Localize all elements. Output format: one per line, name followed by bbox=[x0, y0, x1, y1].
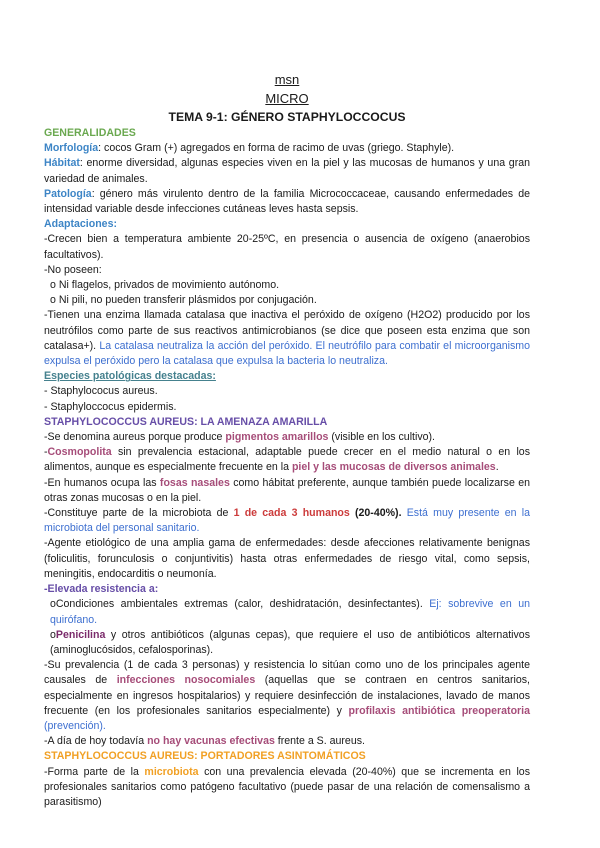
text-a2c: sin prevalencia estacional, adaptable puede crecer en el medio natural o en los alimentos, aunque es especialmente frecuente en la bbox=[44, 446, 530, 474]
document-page bbox=[44, 70, 530, 810]
note-quirofano: Ej: sobrevive en un quirófano. bbox=[50, 598, 530, 626]
section-heading-portadores: STAPHYLOCOCCUS AUREUS: PORTADORES ASINTOMÁTICOS bbox=[44, 750, 366, 763]
text-a8c: y otros antibióticos (algunas cepas), que requiere el uso de antibióticos alternativos (aminoglucósidos, cefalosporinas). bbox=[50, 628, 530, 656]
text-a10a: -A día de hoy todavía bbox=[44, 735, 148, 748]
paragraph-adapt-1: -Crecen bien a temperatura ambiente 20-25ºC, en presencia o ausencia de oxígeno (anaerobios facultativos). bbox=[44, 233, 530, 261]
text-a4a: -Constituye parte de la microbiota de bbox=[44, 507, 234, 520]
header-line-1: msn bbox=[274, 72, 300, 87]
section-heading-adaptaciones: Adaptaciones: bbox=[44, 218, 117, 231]
text-a1a: -Se denomina aureus porque produce bbox=[44, 431, 226, 444]
highlight-piel-mucosas: piel y las mucosas de diversos animales bbox=[291, 461, 496, 474]
section-heading-especies: Especies patológicas destacadas: bbox=[44, 370, 216, 383]
paragraph-catalasa bbox=[44, 308, 530, 369]
label-patologia: Patología bbox=[44, 187, 92, 200]
highlight-microbiota: microbiota bbox=[144, 765, 199, 778]
highlight-no-vacunas: no hay vacunas efectivas bbox=[147, 735, 275, 748]
page-title: TEMA 9-1: GÉNERO STAPHYLOCCOCUS bbox=[168, 110, 406, 124]
paragraph-aureus-4 bbox=[44, 506, 530, 536]
text-a2a: - bbox=[44, 446, 48, 459]
list-item-penicilina bbox=[44, 628, 530, 658]
highlight-penicilina: Penicilina bbox=[55, 628, 106, 641]
section-heading-aureus: STAPHYLOCOCCUS AUREUS: LA AMENAZA AMARILLA bbox=[44, 415, 328, 428]
highlight-1-de-3: 1 de cada 3 humanos bbox=[233, 507, 350, 520]
header-line-2: MICRO bbox=[265, 91, 309, 106]
paragraph-aureus-5: -Agente etiológico de una amplia gama de enfermedades: desde afecciones relativamente benignas (foliculitis, forunculosis o conjuntivitis) hasta otras enfermedades de riesgo vital, como sepsis, meningitis, endocarditis o neumonía. bbox=[44, 537, 530, 580]
highlight-profilaxis: profilaxis antibiótica preoperatoria bbox=[348, 704, 530, 717]
highlight-cosmopolita: Cosmopolita bbox=[47, 446, 112, 459]
text-a3c: como hábitat preferente, aunque también puede localizarse en otras zonas mucosas o en la piel. bbox=[44, 476, 531, 504]
label-habitat: Hábitat bbox=[44, 157, 80, 170]
text-morfologia: : cocos Gram (+) agregados en forma de racimo de uvas (griego. Staphyle). bbox=[98, 142, 455, 155]
list-item-pili: o Ni pili, no pueden transferir plásmidos por conjugación. bbox=[50, 294, 317, 307]
text-a3a: -En humanos ocupa las bbox=[44, 476, 160, 489]
paragraph-aureus-9 bbox=[44, 658, 530, 734]
note-prevencion: (prevención). bbox=[44, 719, 106, 732]
highlight-fosas-nasales: fosas nasales bbox=[159, 476, 230, 489]
text-a7a: oCondiciones ambientales extremas (calor, deshidratación, desinfectantes). bbox=[50, 598, 423, 611]
paragraph-morfologia bbox=[44, 141, 530, 156]
paragraph-aureus-1 bbox=[44, 430, 530, 445]
note-personal-sanitario: Está muy presente en la microbiota del personal sanitario. bbox=[44, 507, 530, 535]
list-item-aureus: - Staphylococus aureus. bbox=[44, 385, 158, 398]
paragraph-habitat bbox=[44, 156, 530, 186]
text-a10c: frente a S. aureus. bbox=[274, 735, 365, 748]
text-a2e: . bbox=[495, 461, 499, 474]
label-morfologia: Morfología bbox=[44, 142, 99, 155]
text-a9a: -Su prevalencia (1 de cada 3 personas) y resistencia lo sitúan como uno de los principales agente causales de bbox=[44, 659, 530, 687]
paragraph-portadores-1 bbox=[44, 765, 530, 811]
paragraph-aureus-2 bbox=[44, 445, 530, 475]
text-a8a: o bbox=[50, 628, 56, 641]
list-item-flagelos: o Ni flagelos, privados de movimiento autónomo. bbox=[50, 279, 280, 292]
list-item-condiciones bbox=[44, 597, 530, 627]
note-catalasa: La catalasa neutraliza la acción del peróxido. El neutrófilo para combatir el microorganismo expulsa el peróxido pero la catalasa que expulsa la bacteria lo neutraliza. bbox=[44, 339, 530, 368]
section-heading-generalidades: GENERALIDADES bbox=[44, 127, 136, 139]
paragraph-aureus-10 bbox=[44, 734, 530, 749]
highlight-nosocomiales: infecciones nosocomiales bbox=[116, 674, 256, 687]
paragraph-patologia bbox=[44, 187, 530, 217]
list-item-epidermis: - Staphyloccocus epidermis. bbox=[44, 400, 177, 413]
text-p1c: con una prevalencia elevada (20-40%) que se incrementa en los profesionales sanitarios como patógeno facultativo (puede pasar de una relación de comensalismo a parasitismo) bbox=[44, 765, 530, 808]
text-habitat: : enorme diversidad, algunas especies viven en la piel y las mucosas de humanos y una gran variedad de animales. bbox=[44, 157, 530, 185]
text-a9c: (aquellas que se contraen en centros sanitarios, especialmente en ingresos hospitalarios) y requiere desinfección de instalaciones, lavado de manos frecuente (en los profesionales sanitarios especialmente) y bbox=[44, 674, 530, 717]
paragraph-aureus-3 bbox=[44, 476, 530, 506]
text-catalasa: -Tienen una enzima llamada catalasa que inactiva el peróxido de oxígeno (H2O2) producido por los neutrófilos como parte de sus reactivos antimicrobianos (se dice que poseen esta enzima que son catalasa+). bbox=[44, 309, 530, 352]
text-patologia: : género más virulento dentro de la familia Micrococcaceae, causando enfermedades de intensidad variable desde infecciones cutáneas leves hasta sepsis. bbox=[44, 187, 530, 216]
paragraph-adapt-2: -No poseen: bbox=[44, 263, 102, 276]
subheading-resistencia: -Elevada resistencia a: bbox=[44, 583, 159, 596]
highlight-pigmentos: pigmentos amarillos bbox=[225, 431, 329, 444]
text-a4c: (20-40%). bbox=[349, 507, 402, 520]
text-a1c: (visible en los cultivo). bbox=[328, 431, 436, 444]
text-p1a: -Forma parte de la bbox=[44, 765, 145, 778]
